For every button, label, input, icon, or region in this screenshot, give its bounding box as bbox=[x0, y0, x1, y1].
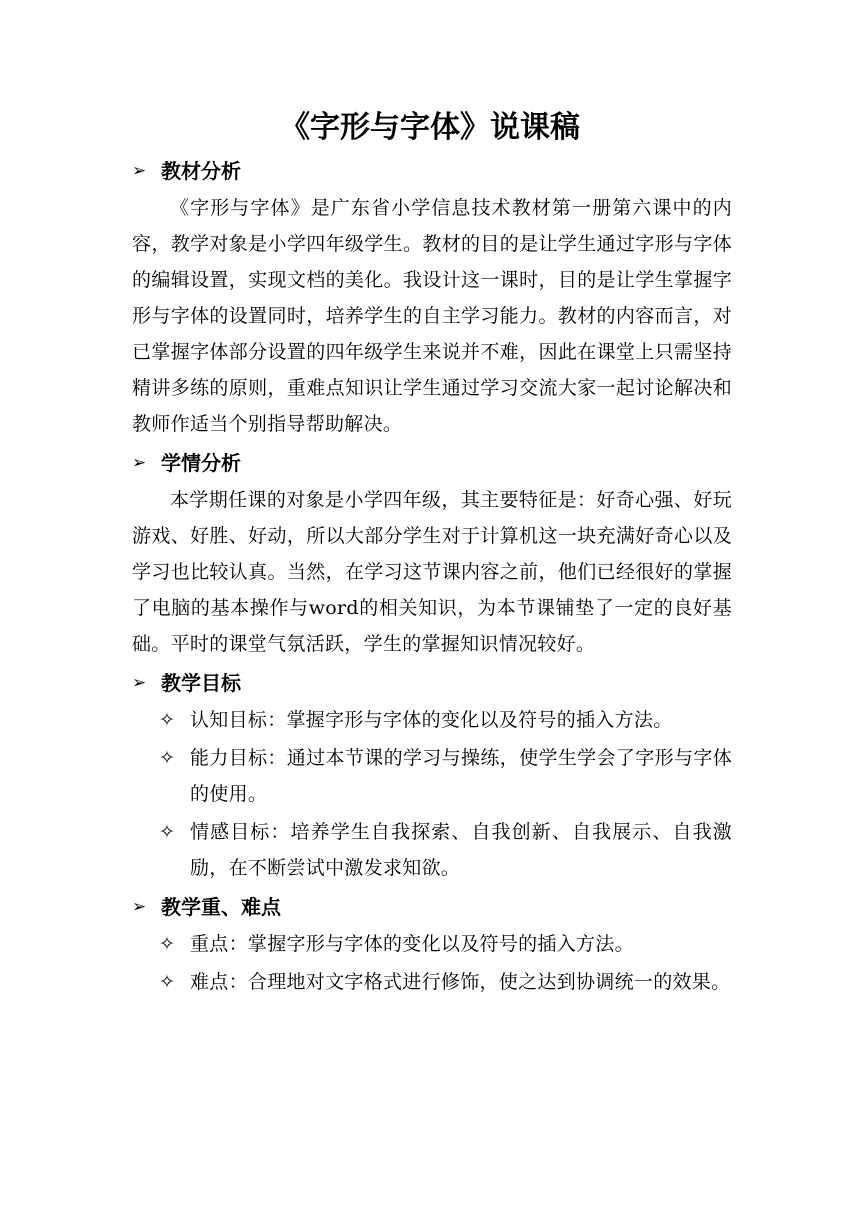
star-bullet-icon: ✧ bbox=[159, 747, 176, 769]
list-item-text: 难点：合理地对文字格式进行修饰，使之达到协调统一的效果。 bbox=[190, 971, 731, 993]
document-body bbox=[132, 152, 732, 1002]
section-heading bbox=[132, 152, 732, 190]
star-bullet-icon: ✧ bbox=[159, 709, 176, 731]
list-item bbox=[132, 926, 732, 962]
list-item-text: 能力目标：通过本节课的学习与操练，使学生学会了字形与字体的使用。 bbox=[190, 747, 732, 805]
objective-list bbox=[132, 702, 732, 886]
section-heading-text: 教学重、难点 bbox=[161, 895, 281, 919]
key-points-list bbox=[132, 926, 732, 1000]
star-bullet-icon: ✧ bbox=[159, 971, 176, 993]
section-heading bbox=[132, 444, 732, 482]
section-paragraph: 本学期任课的对象是小学四年级，其主要特征是：好奇心强、好玩游戏、好胜、好动，所以大部分学生对于计算机这一块充满好奇心以及学习也比较认真。当然，在学习这节课内容之前，他们已经很好的掌握了电脑的基本操作与word的相关知识，为本节课铺垫了一定的良好基础。平时的课堂气氛活跃，学生的掌握知识情况较好。 bbox=[132, 489, 732, 655]
star-bullet-icon: ✧ bbox=[159, 821, 176, 843]
section-heading-text: 学情分析 bbox=[161, 451, 241, 475]
section-heading-text: 教学目标 bbox=[161, 671, 241, 695]
arrow-bullet-icon: ➢ bbox=[132, 161, 147, 181]
arrow-bullet-icon: ➢ bbox=[132, 897, 147, 917]
arrow-bullet-icon: ➢ bbox=[132, 453, 147, 473]
section-teaching-objectives bbox=[132, 664, 732, 886]
list-item bbox=[132, 964, 732, 1000]
section-learner-analysis bbox=[132, 444, 732, 662]
arrow-bullet-icon: ➢ bbox=[132, 673, 147, 693]
star-bullet-icon: ✧ bbox=[159, 933, 176, 955]
section-teaching-material-analysis bbox=[132, 152, 732, 442]
list-item bbox=[132, 814, 732, 886]
list-item bbox=[132, 740, 732, 812]
section-paragraph: 《字形与字体》是广东省小学信息技术教材第一册第六课中的内容，教学对象是小学四年级学生。教材的目的是让学生通过字形与字体的编辑设置，实现文档的美化。我设计这一课时，目的是让学生掌握字形与字体的设置同时，培养学生的自主学习能力。教材的内容而言，对已掌握字体部分设置的四年级学生来说并不难，因此在课堂上只需坚持精讲多练的原则，重难点知识让学生通过学习交流大家一起讨论解决和教师作适当个别指导帮助解决。 bbox=[132, 197, 732, 435]
list-item bbox=[132, 702, 732, 738]
section-heading bbox=[132, 888, 732, 926]
list-item-text: 重点：掌握字形与字体的变化以及符号的插入方法。 bbox=[190, 933, 634, 955]
list-item-text: 认知目标：掌握字形与字体的变化以及符号的插入方法。 bbox=[190, 709, 673, 731]
section-key-difficult-points bbox=[132, 888, 732, 1000]
section-heading bbox=[132, 664, 732, 702]
page-title: 《字形与字体》说课稿 bbox=[280, 110, 580, 145]
section-heading-text: 教材分析 bbox=[161, 159, 241, 183]
list-item-text: 情感目标：培养学生自我探索、自我创新、自我展示、自我激励，在不断尝试中激发求知欲。 bbox=[190, 821, 732, 879]
